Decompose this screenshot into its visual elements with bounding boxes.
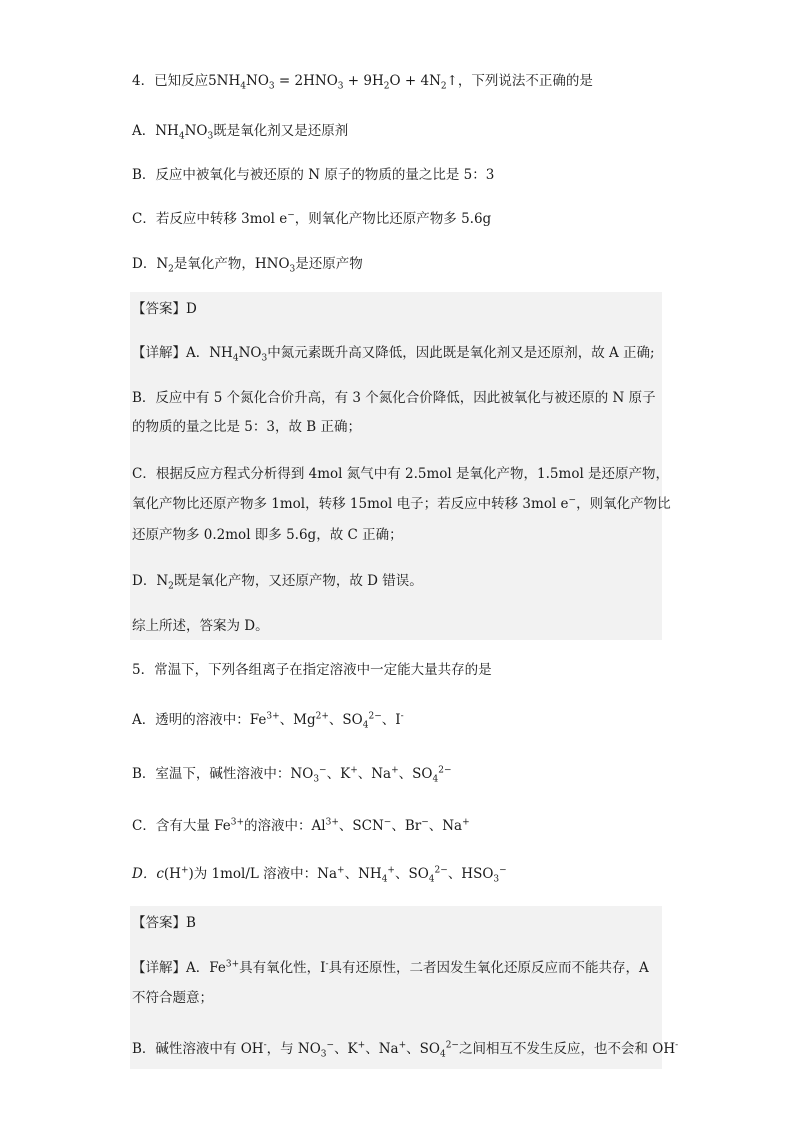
q4-option-c: C．若反应中转移 3mol e−，则氧化产物比还原产物多 5.6g [132,210,492,227]
q4-detail-c3: 还原产物多 0.2mol 即多 5.6g，故 C 正确； [132,527,403,543]
q5-option-d: D．c(H+)为 1mol/L 溶液中：Na+、$NH_4^+$、$SO_4^{2-}$、$HSO_3^-$ [132,865,507,885]
q5-detail-b: B．碱性溶液中有 OH-，与 $NO_3^-$、K+、Na+、$SO_4^{2-}$之间相互不发生反应，也不会和 OH- [132,1040,679,1060]
q4-stem: 4．已知反应$5NH_4NO_3 = 2HNO_3 + 9H_2O$ + $4N_2↑$，下列说法不正确的是 [132,73,593,92]
q4-detail-d: D．$N_2$既是氧化产物，又还原产物，故 D 错误。 [132,573,423,592]
q5-answer: 【答案】B [132,915,196,931]
q5-detail-a1: 【详解】A．$Fe^{3+}$具有氧化性，I-具有还原性，二者因发生氧化还原反应而不能共存，A [132,959,649,976]
q4-detail-c1: C．根据反应方程式分析得到 4mol 氮气中有 2.5mol 是氧化产物，1.5mol 是还原产物， [132,466,670,482]
q4-detail-c2: 氧化产物比还原产物多 1mol，转移 15mol 电子；若反应中转移 3mol e−，则氧化产物比 [132,495,671,512]
q4-option-d: D．$N_2$是氧化产物，$HNO_3$是还原产物 [132,256,363,275]
q4-option-b: B．反应中被氧化与被还原的 N 原子的物质的量之比是 5：3 [132,167,495,183]
q4-detail-a: 【详解】A．$NH_4NO_3$中氮元素既升高又降低，因此既是氧化剂又是还原剂，故 A 正确; [132,345,655,364]
q4-option-a: A．$NH_4NO_3$既是氧化剂又是还原剂 [132,123,349,142]
q4-answer: 【答案】D [132,301,197,317]
q4-summary: 综上所述，答案为 D。 [132,618,269,634]
q4-detail-b2: 的物质的量之比是 5：3，故 B 正确； [132,419,361,435]
q5-option-a: A．透明的溶液中：$Fe^{3+}$、$Mg^{2+}$、$SO_4^{2-}$、I- [132,711,404,731]
q4-detail-b1: B．反应中有 5 个氮化合价升高，有 3 个氮化合价降低，因此被氧化与被还原的 N 原子 [132,390,656,406]
q5-option-b: B．室温下，碱性溶液中：$NO_3^-$、K+、Na+、$SO_4^{2-}$ [132,765,452,785]
q5-detail-a2: 不符合题意； [132,990,213,1006]
q5-stem: 5．常温下，下列各组离子在指定溶液中一定能大量共存的是 [132,662,492,678]
q5-option-c: C．含有大量 $Fe^{3+}$的溶液中：$Al^{3+}$、SCN−、Br−、Na+ [132,817,470,834]
